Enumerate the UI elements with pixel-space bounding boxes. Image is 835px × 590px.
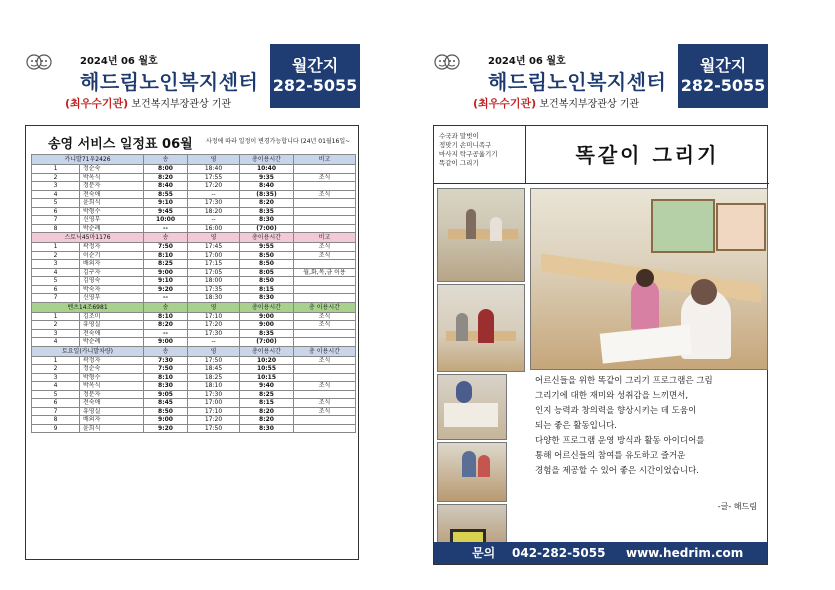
photo-classroom-1: [437, 188, 525, 282]
activity-title: 똑같이 그리기: [526, 126, 769, 184]
column-header: 비고: [294, 233, 356, 243]
table-row: [32, 216, 356, 225]
pickup-time: 8:30: [144, 382, 188, 391]
row-number: 7: [32, 407, 80, 416]
dropoff-time: 18:00: [188, 277, 240, 286]
column-header: 영: [188, 233, 240, 243]
remark: [294, 416, 356, 425]
pickup-time: 9:00: [144, 338, 188, 347]
program-list: [434, 126, 526, 184]
dropoff-time: 18:10: [188, 382, 240, 391]
table-row: [32, 173, 356, 182]
remark: [294, 294, 356, 303]
row-number: 8: [32, 416, 80, 425]
issue-label: 2024년 06 월호: [80, 56, 158, 67]
activity-frame: [433, 125, 768, 565]
passenger-name: 박순례: [80, 338, 144, 347]
remark: [294, 365, 356, 374]
total-time: 8:30: [240, 424, 294, 433]
table-row: [32, 416, 356, 425]
remark: [294, 165, 356, 174]
table-row: [32, 390, 356, 399]
dropoff-time: 17:30: [188, 390, 240, 399]
table-row: [32, 190, 356, 199]
dropoff-time: 17:05: [188, 268, 240, 277]
total-time: 8:20: [240, 199, 294, 208]
table-row: [32, 338, 356, 347]
total-time: 8:20: [240, 407, 294, 416]
remark: [294, 285, 356, 294]
total-time: (8:35): [240, 190, 294, 199]
body-line: 어르신들을 위한 똑같이 그리기 프로그램은 그림: [535, 376, 713, 386]
passenger-name: 유영실: [80, 321, 144, 330]
table-row: [32, 251, 356, 260]
pickup-time: 7:50: [144, 243, 188, 252]
pickup-time: 8:20: [144, 173, 188, 182]
table-row: [32, 373, 356, 382]
row-number: 4: [32, 190, 80, 199]
total-time: 8:50: [240, 277, 294, 286]
column-header: 총 이용시간: [294, 346, 356, 356]
row-number: 4: [32, 382, 80, 391]
row-number: 8: [32, 224, 80, 233]
remark: [294, 373, 356, 382]
dropoff-time: 17:50: [188, 356, 240, 365]
elderly-couple-logo-icon: [433, 50, 461, 76]
remark: 조식: [294, 251, 356, 260]
total-time: 8:15: [240, 399, 294, 408]
total-time: (7:00): [240, 224, 294, 233]
passenger-name: 윤희식: [80, 424, 144, 433]
passenger-name: 박옥식: [80, 173, 144, 182]
contact-bar: [434, 542, 767, 564]
row-number: 2: [32, 173, 80, 182]
vehicle-header-row: [32, 346, 356, 356]
total-time: 8:35: [240, 207, 294, 216]
remark: [294, 207, 356, 216]
row-number: 6: [32, 207, 80, 216]
dropoff-time: 17:45: [188, 243, 240, 252]
passenger-name: 신영부: [80, 294, 144, 303]
total-time: 9:55: [240, 243, 294, 252]
passenger-name: 정순숙: [80, 165, 144, 174]
center-name: 해드림노인복지센터: [488, 70, 667, 94]
cert-text: 보건복지부장관상 기관: [539, 99, 640, 110]
activity-body: [535, 374, 767, 479]
schedule-page: [25, 40, 360, 565]
row-number: 7: [32, 216, 80, 225]
column-header: 총이용시간: [240, 155, 294, 165]
pickup-time: --: [144, 294, 188, 303]
body-line: 경험을 제공할 수 있어 좋은 시간이었습니다.: [535, 466, 700, 476]
photo-main-drawing: [530, 188, 768, 370]
total-time: 9:40: [240, 382, 294, 391]
dropoff-time: --: [188, 216, 240, 225]
dropoff-time: 18:30: [188, 294, 240, 303]
total-time: 8:35: [240, 329, 294, 338]
program-item: 수국과 말벗이: [439, 132, 479, 140]
remark: [294, 199, 356, 208]
total-time: 8:20: [240, 416, 294, 425]
dropoff-time: 16:00: [188, 224, 240, 233]
monthly-phone: 282-5055: [680, 76, 766, 95]
pickup-time: 8:10: [144, 312, 188, 321]
monthly-label: 월간지: [291, 56, 339, 75]
pickup-time: 8:10: [144, 373, 188, 382]
dropoff-time: 17:00: [188, 251, 240, 260]
dropoff-time: 18:25: [188, 373, 240, 382]
remark: 조식: [294, 243, 356, 252]
row-number: 9: [32, 424, 80, 433]
dropoff-time: --: [188, 338, 240, 347]
passenger-name: 곽정자: [80, 243, 144, 252]
pickup-time: 8:50: [144, 407, 188, 416]
dropoff-time: 17:20: [188, 416, 240, 425]
schedule-frame: [25, 125, 359, 560]
body-line: 인지 능력과 창의력을 향상시키는 데 도움이: [535, 406, 697, 416]
passenger-name: 박형수: [80, 207, 144, 216]
schedule-table: [31, 154, 356, 433]
passenger-name: 박숙자: [80, 285, 144, 294]
total-time: 8:30: [240, 294, 294, 303]
dropoff-time: 18:20: [188, 207, 240, 216]
dropoff-time: 18:45: [188, 365, 240, 374]
cert-best: (최우수기관): [65, 97, 129, 110]
column-header: 영: [188, 346, 240, 356]
pickup-time: 8:20: [144, 321, 188, 330]
table-row: [32, 277, 356, 286]
row-number: 3: [32, 373, 80, 382]
table-row: [32, 165, 356, 174]
column-header: 송: [144, 155, 188, 165]
pickup-time: 9:05: [144, 390, 188, 399]
newsletter-header-right: [433, 40, 768, 112]
pickup-time: 7:50: [144, 365, 188, 374]
table-row: [32, 365, 356, 374]
dropoff-time: 18:40: [188, 165, 240, 174]
remark: [294, 224, 356, 233]
remark: 조식: [294, 190, 356, 199]
passenger-name: 박옥식: [80, 382, 144, 391]
column-header: 비고: [294, 155, 356, 165]
program-item: 똑같이 그리기: [439, 159, 479, 167]
pickup-time: 10:00: [144, 216, 188, 225]
row-number: 1: [32, 165, 80, 174]
column-header: 총 이용시간: [294, 302, 356, 312]
pickup-time: 8:40: [144, 182, 188, 191]
dropoff-time: 17:15: [188, 260, 240, 269]
table-row: [32, 294, 356, 303]
passenger-name: 정순숙: [80, 365, 144, 374]
total-time: 8:05: [240, 268, 294, 277]
row-number: 1: [32, 243, 80, 252]
passenger-name: 윤희식: [80, 199, 144, 208]
total-time: 9:00: [240, 312, 294, 321]
row-number: 7: [32, 294, 80, 303]
certification: [65, 95, 231, 111]
pickup-time: 9:20: [144, 424, 188, 433]
total-time: 8:50: [240, 260, 294, 269]
table-row: [32, 285, 356, 294]
row-number: 5: [32, 199, 80, 208]
pickup-time: 9:10: [144, 199, 188, 208]
row-number: 4: [32, 338, 80, 347]
row-number: 3: [32, 260, 80, 269]
pickup-time: 9:45: [144, 207, 188, 216]
table-row: [32, 260, 356, 269]
row-number: 1: [32, 356, 80, 365]
remark: 조식: [294, 173, 356, 182]
contact-phone: 042-282-5055: [512, 546, 606, 560]
cert-best: (최우수기관): [473, 97, 537, 110]
row-number: 3: [32, 329, 80, 338]
column-header: 영: [188, 302, 240, 312]
table-row: [32, 399, 356, 408]
dropoff-time: 17:35: [188, 285, 240, 294]
vehicle-name: 스토닉45마1176: [32, 233, 144, 243]
schedule-note: 사정에 따라 일정이 변경가능합니다 (24년 01월16일~: [206, 138, 351, 145]
total-time: 9:00: [240, 321, 294, 330]
table-row: [32, 382, 356, 391]
pickup-time: 9:00: [144, 416, 188, 425]
body-line: 통해 어르신들의 참여를 유도하고 즐거운: [535, 451, 686, 461]
pickup-time: 8:45: [144, 399, 188, 408]
remark: [294, 329, 356, 338]
vehicle-header-row: [32, 155, 356, 165]
remark: [294, 424, 356, 433]
table-row: [32, 243, 356, 252]
cert-text: 보건복지부장관상 기관: [131, 99, 232, 110]
row-number: 1: [32, 312, 80, 321]
certification: [473, 95, 639, 111]
passenger-name: 전숙애: [80, 329, 144, 338]
row-number: 2: [32, 365, 80, 374]
dropoff-time: 17:55: [188, 173, 240, 182]
schedule-title: 송영 서비스 일정표 06월: [48, 137, 193, 152]
total-time: 8:40: [240, 182, 294, 191]
remark: 조식: [294, 399, 356, 408]
column-header: 총이용시간: [240, 346, 294, 356]
table-row: [32, 321, 356, 330]
monthly-label: 월간지: [699, 56, 747, 75]
table-row: [32, 424, 356, 433]
pickup-time: 8:00: [144, 165, 188, 174]
row-number: 5: [32, 277, 80, 286]
pickup-time: --: [144, 224, 188, 233]
vehicle-header-row: [32, 302, 356, 312]
passenger-name: 전숙애: [80, 399, 144, 408]
dropoff-time: 17:10: [188, 312, 240, 321]
vehicle-name: 토요일(카니발차량): [32, 346, 144, 356]
dropoff-time: 17:20: [188, 321, 240, 330]
total-time: 8:25: [240, 390, 294, 399]
column-header: 송: [144, 346, 188, 356]
body-line: 그리기에 대한 재미와 성취감을 느끼면서,: [535, 391, 689, 401]
column-header: 총이용시간: [240, 233, 294, 243]
total-time: 10:15: [240, 373, 294, 382]
signature: -글- 해드림: [717, 502, 757, 511]
passenger-name: 박순례: [80, 224, 144, 233]
total-time: 10:55: [240, 365, 294, 374]
passenger-name: 김영숙: [80, 277, 144, 286]
row-number: 2: [32, 321, 80, 330]
body-line: 다양한 프로그램 운영 방식과 활동 아이디어를: [535, 436, 705, 446]
dropoff-time: 17:20: [188, 182, 240, 191]
photo-table-work: [437, 374, 507, 440]
issue-label: 2024년 06 월호: [488, 56, 566, 67]
table-row: [32, 329, 356, 338]
remark: 조식: [294, 382, 356, 391]
total-time: 10:20: [240, 356, 294, 365]
pickup-time: 9:10: [144, 277, 188, 286]
contact-label: 문의: [472, 546, 496, 560]
table-row: [32, 207, 356, 216]
dropoff-time: 17:00: [188, 399, 240, 408]
total-time: 10:40: [240, 165, 294, 174]
column-header: 영: [188, 155, 240, 165]
column-header: 송: [144, 233, 188, 243]
passenger-name: 전숙애: [80, 190, 144, 199]
total-time: 8:30: [240, 216, 294, 225]
passenger-name: 정분자: [80, 182, 144, 191]
newsletter-header: [25, 40, 360, 112]
row-number: 3: [32, 182, 80, 191]
total-time: 8:15: [240, 285, 294, 294]
remark: [294, 277, 356, 286]
pickup-time: 7:30: [144, 356, 188, 365]
remark: [294, 260, 356, 269]
website-link[interactable]: www.hedrim.com: [626, 546, 744, 560]
column-header: 송: [144, 302, 188, 312]
body-line: 되는 좋은 활동입니다.: [535, 421, 618, 431]
remark: [294, 182, 356, 191]
elderly-couple-logo-icon: [25, 50, 53, 76]
monthly-badge: [678, 44, 768, 108]
row-number: 2: [32, 251, 80, 260]
row-number: 6: [32, 285, 80, 294]
remark: 조식: [294, 407, 356, 416]
table-row: [32, 182, 356, 191]
dropoff-time: 17:30: [188, 199, 240, 208]
vehicle-header-row: [32, 233, 356, 243]
passenger-name: 김구자: [80, 268, 144, 277]
center-name: 해드림노인복지센터: [80, 70, 259, 94]
monthly-phone: 282-5055: [272, 76, 358, 95]
remark: [294, 338, 356, 347]
pickup-time: --: [144, 329, 188, 338]
total-time: (7:00): [240, 338, 294, 347]
pickup-time: 9:00: [144, 268, 188, 277]
activity-page: [433, 40, 768, 565]
pickup-time: 9:20: [144, 285, 188, 294]
remark: 조식: [294, 312, 356, 321]
table-row: [32, 268, 356, 277]
passenger-name: 곽정자: [80, 356, 144, 365]
remark: [294, 390, 356, 399]
pickup-time: 8:55: [144, 190, 188, 199]
passenger-name: 이순기: [80, 251, 144, 260]
passenger-name: 배외자: [80, 260, 144, 269]
table-row: [32, 199, 356, 208]
remark: 월,화,목,금 이용: [294, 268, 356, 277]
photo-classroom-2: [437, 284, 525, 372]
total-time: 8:50: [240, 251, 294, 260]
row-number: 5: [32, 390, 80, 399]
passenger-name: 배외자: [80, 416, 144, 425]
table-row: [32, 356, 356, 365]
passenger-name: 신영부: [80, 216, 144, 225]
column-header: 총이용시간: [240, 302, 294, 312]
table-row: [32, 407, 356, 416]
dropoff-time: 17:50: [188, 424, 240, 433]
passenger-name: 김조미: [80, 312, 144, 321]
program-item: 마사지 탁구공옮기기: [439, 150, 498, 158]
table-row: [32, 224, 356, 233]
passenger-name: 정분자: [80, 390, 144, 399]
monthly-badge: [270, 44, 360, 108]
vehicle-name: 벤츠14조6981: [32, 302, 144, 312]
photo-game: [437, 442, 507, 502]
remark: 조식: [294, 321, 356, 330]
pickup-time: 8:10: [144, 251, 188, 260]
passenger-name: 박형수: [80, 373, 144, 382]
dropoff-time: --: [188, 190, 240, 199]
total-time: 9:35: [240, 173, 294, 182]
dropoff-time: 17:10: [188, 407, 240, 416]
remark: 조식: [294, 356, 356, 365]
program-item: 정맞기 손미니족구: [439, 141, 492, 149]
passenger-name: 유영실: [80, 407, 144, 416]
remark: [294, 216, 356, 225]
row-number: 4: [32, 268, 80, 277]
dropoff-time: 17:30: [188, 329, 240, 338]
pickup-time: 8:25: [144, 260, 188, 269]
row-number: 6: [32, 399, 80, 408]
table-row: [32, 312, 356, 321]
vehicle-name: 카니발71우2426: [32, 155, 144, 165]
